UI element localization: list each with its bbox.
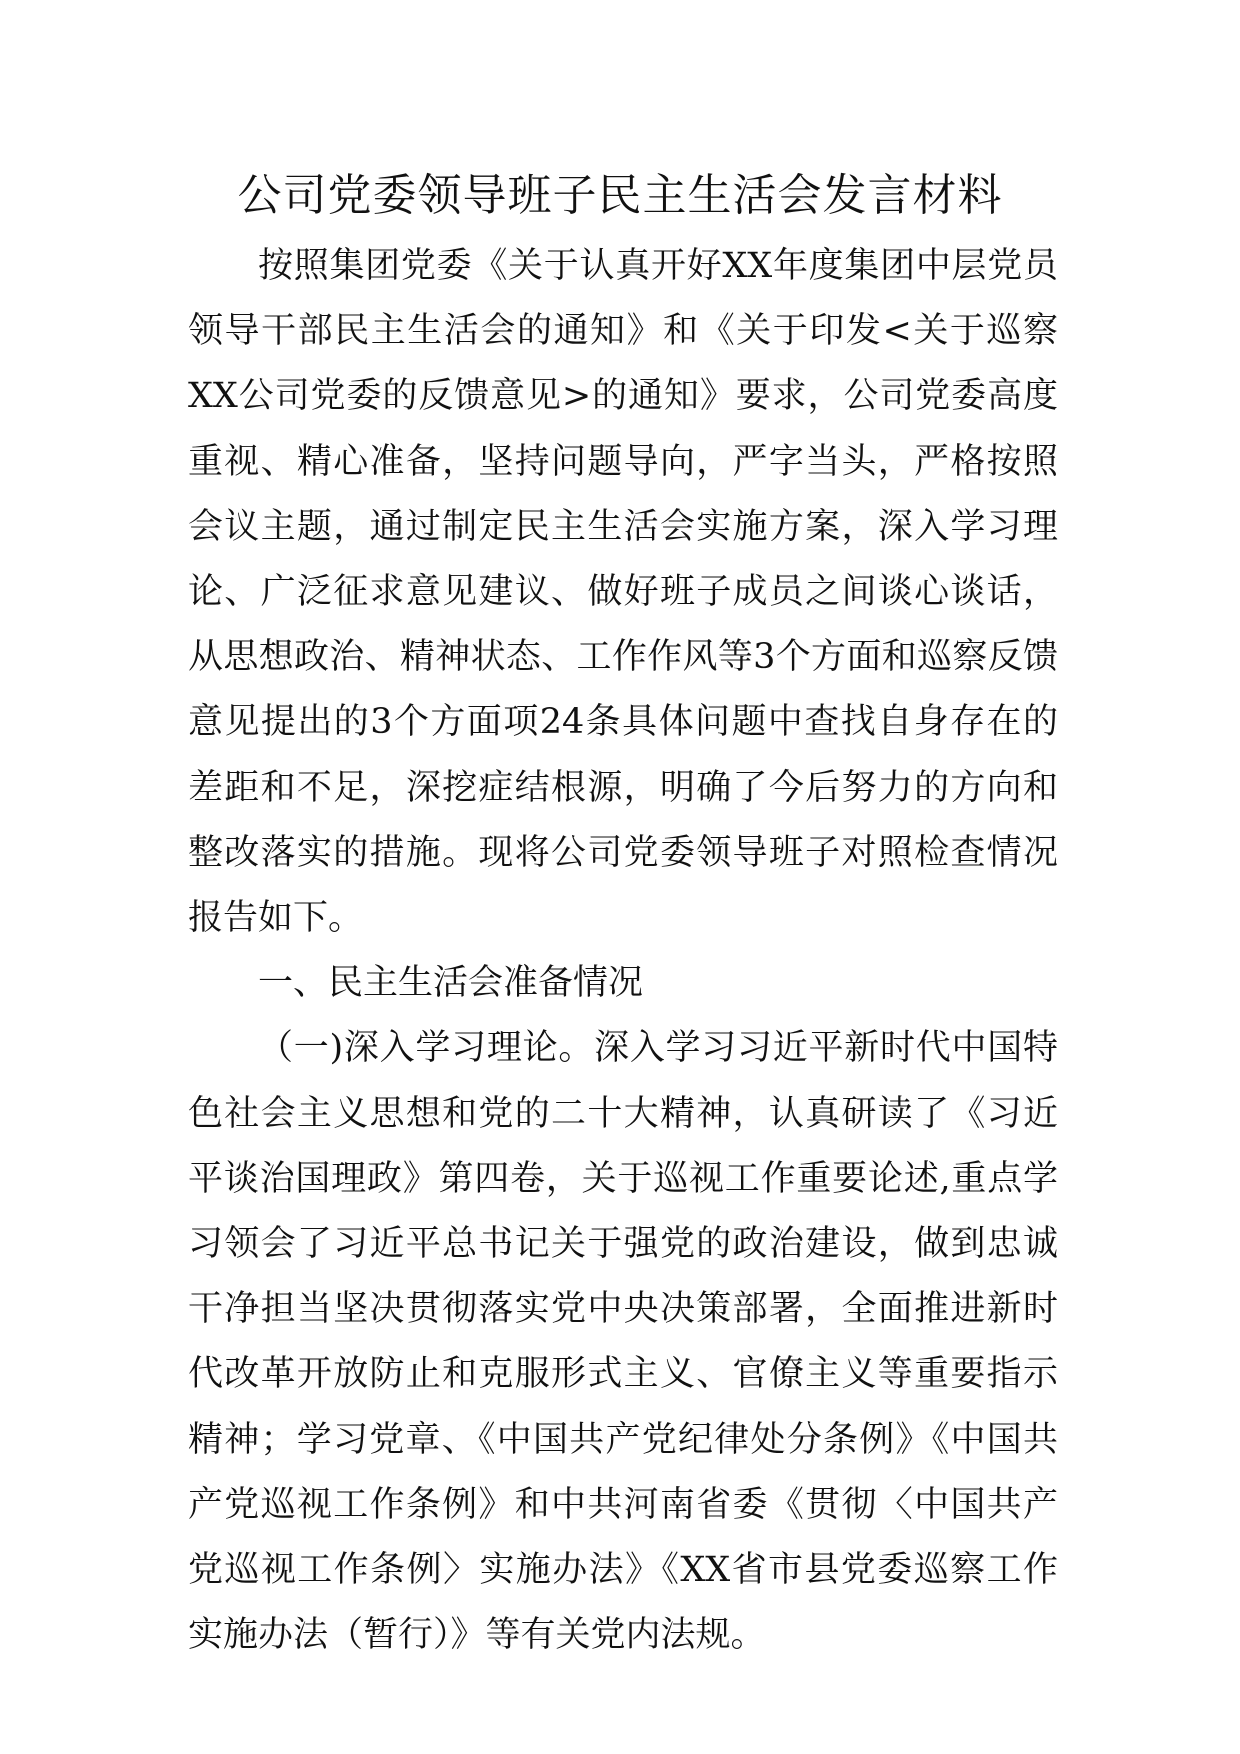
subsection-paragraph: （一)深入学习理论。深入学习习近平新时代中国特色社会主义思想和党的二十大精神，认真研读了《习近平谈治国理政》第四卷，关于巡视工作重要论述,重点学习领会了习近平总书记关于强党的政治建设，做到忠诚干净担当坚决贯彻落实党中央决策部署，全面推进新时代改革开放防止和克服形式主义、官僚主义等重要指示精神；学习党章、《中国共产党纪律处分条例》《中国共产党巡视工作条例》和中共河南省委《贯彻〈中国共产党巡视工作条例〉实施办法》《XX省市县党委巡察工作实施办法（暂行）》等有关党内法规。 (188, 1028, 1058, 1656)
document-title: 公司党委领导班子民主生活会发言材料 (237, 170, 1003, 221)
section-heading: 一、民主生活会准备情况 (258, 963, 644, 1004)
intro-paragraph: 按照集团党委《关于认真开好XX年度集团中层党员领导干部民主生活会的通知》和《关于印发<关于巡察XX公司党委的反馈意见>的通知》要求，公司党委高度重视、精心准备，坚持问题导向，严字当头，严格按照会议主题，通过制定民主生活会实施方案，深入学习理论、广泛征求意见建议、做好班子成员之间谈心谈话，从思想政治、精神状态、工作作风等3个方面和巡察反馈意见提出的3个方面项24条具体问题中查找自身存在的差距和不足，深挖症结根源，明确了今后努力的方向和整改落实的措施。现将公司党委领导班子对照检查情况报告如下。 (188, 246, 1058, 939)
document-body (188, 234, 1058, 1668)
